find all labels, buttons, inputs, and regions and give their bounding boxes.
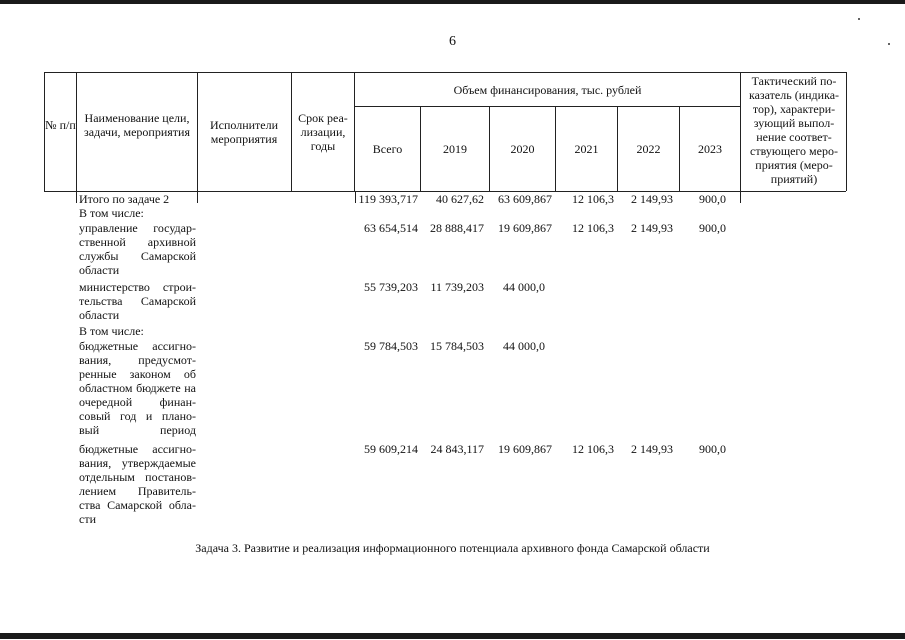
header-term: Срок реа-лизации, годы <box>298 111 348 153</box>
row-value-2021: 12 106,3 <box>572 221 614 235</box>
row-value-total: 55 739,203 <box>364 280 418 294</box>
header-year-2022: 2022 <box>636 142 661 156</box>
row-value-2020: 44 000,0 <box>503 280 545 294</box>
row-value-2019: 11 739,203 <box>430 280 484 294</box>
page-number: 6 <box>449 34 456 49</box>
scan-speck <box>858 18 860 20</box>
row-value-total: 59 609,214 <box>364 442 418 456</box>
row-value-2023: 900,0 <box>699 221 726 235</box>
row-name: В том числе: <box>79 324 144 338</box>
row-value-2022: 2 149,93 <box>631 192 673 206</box>
header-year-2020: 2020 <box>510 142 535 156</box>
bottom-border <box>0 633 905 639</box>
row-value-2019: 24 843,117 <box>430 442 484 456</box>
row-value-2022: 2 149,93 <box>631 442 673 456</box>
header-num: № п/п <box>45 118 76 132</box>
row-name: бюджетные ассигно-вания, утверждаемые отдельным постанов-лением Правитель-ства Самарской обла-сти <box>79 442 196 526</box>
header-year-total: Всего <box>372 142 403 156</box>
header-indicator: Тактический по-казатель (индика-тор), характери-зующий выпол-нение соответ-ствующего меро-приятия (меро-приятий) <box>748 74 840 186</box>
row-name: бюджетные ассигно-вания, предусмот-ренные законом об областном бюджете на очередной финан-совый год и плано-вый период <box>79 339 196 437</box>
row-value-2020: 63 609,867 <box>498 192 552 206</box>
header-executors: Исполнители мероприятия <box>209 118 279 146</box>
row-value-2023: 900,0 <box>699 192 726 206</box>
row-name: В том числе: <box>79 206 144 220</box>
row-value-2022: 2 149,93 <box>631 221 673 235</box>
header-year-2019: 2019 <box>443 142 467 156</box>
row-value-2021: 12 106,3 <box>572 442 614 456</box>
row-value-2023: 900,0 <box>699 442 726 456</box>
section-caption: Задача 3. Развитие и реализация информационного потенциала архивного фонда Самарской области <box>195 541 710 555</box>
header-funding: Объем финансирования, тыс. рублей <box>453 83 642 97</box>
row-value-total: 63 654,514 <box>364 221 418 235</box>
row-value-2021: 12 106,3 <box>572 192 614 206</box>
row-value-2019: 28 888,417 <box>430 221 484 235</box>
row-value-2020: 19 609,867 <box>498 221 552 235</box>
row-name: Итого по задаче 2 <box>79 192 170 206</box>
top-border <box>0 0 905 4</box>
row-name: министерство строи-тельства Самарской области <box>79 280 196 322</box>
header-year-2021: 2021 <box>574 142 599 156</box>
row-value-2019: 15 784,503 <box>430 339 484 353</box>
row-name: управление государ-ственной архивной службы Самарской области <box>79 221 196 277</box>
row-value-2020: 44 000,0 <box>503 339 545 353</box>
header-year-2023: 2023 <box>698 142 722 156</box>
header-name: Наименование цели, задачи, мероприятия <box>84 111 190 139</box>
row-value-2020: 19 609,867 <box>498 442 552 456</box>
row-value-total: 59 784,503 <box>364 339 418 353</box>
row-value-total: 119 393,717 <box>358 192 418 206</box>
row-value-2019: 40 627,62 <box>436 192 484 206</box>
